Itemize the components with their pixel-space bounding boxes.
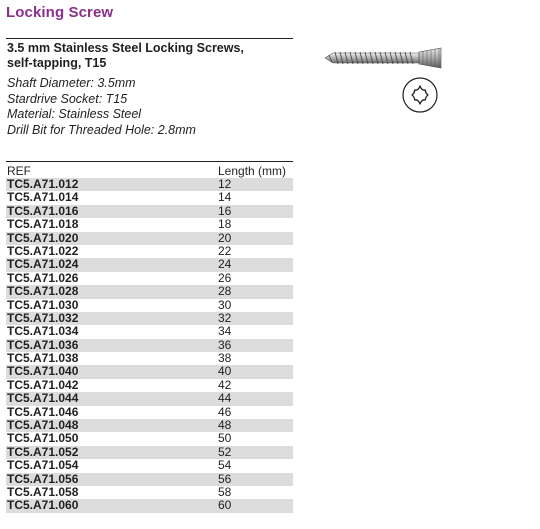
ref-cell: TC5.A71.012 [7,177,79,191]
length-cell: 40 [218,364,232,379]
length-cell: 16 [218,203,232,218]
table-row [6,285,293,298]
length-cell: 60 [218,498,232,513]
table-row [6,232,293,245]
table-row [6,486,293,499]
divider [6,38,293,39]
table-row [6,432,293,445]
ref-cell: TC5.A71.052 [7,444,79,459]
screw-illustration [323,44,443,72]
table-row [6,205,293,218]
length-cell: 24 [218,257,232,272]
ref-cell: TC5.A71.050 [7,431,79,446]
table-row [6,379,293,392]
table-row [6,218,293,231]
length-cell: 56 [218,471,232,486]
ref-cell: TC5.A71.028 [7,284,79,299]
ref-cell: TC5.A71.032 [7,310,79,325]
product-heading-line1: 3.5 mm Stainless Steel Locking Screws, [7,41,244,55]
spec-material: Material: Stainless Steel [7,107,142,121]
length-cell: 28 [218,284,232,299]
column-header-length: Length (mm) [218,164,287,178]
length-cell: 34 [218,324,232,339]
table-row [6,325,293,338]
ref-cell: TC5.A71.048 [7,418,79,433]
length-cell: 52 [218,444,232,459]
length-cell: 30 [218,297,232,312]
ref-cell: TC5.A71.046 [7,404,79,419]
table-row [6,339,293,352]
length-cell: 22 [218,243,232,258]
length-cell: 36 [218,337,232,352]
table-row [6,446,293,459]
ref-cell: TC5.A71.018 [7,217,79,232]
product-heading-line2: self-tapping, T15 [7,56,107,70]
table-row [6,392,293,405]
ref-cell: TC5.A71.030 [7,297,79,312]
table-row [6,406,293,419]
length-cell: 12 [218,177,232,191]
ref-cell: TC5.A71.056 [7,471,79,486]
length-cell: 50 [218,431,232,446]
ref-cell: TC5.A71.026 [7,270,79,285]
table-row [6,352,293,365]
stardrive-socket-icon [401,76,439,114]
length-cell: 14 [218,190,232,205]
product-heading [7,41,297,71]
spec-drill-bit: Drill Bit for Threaded Hole: 2.8mm [7,122,196,137]
column-header-ref: REF [7,164,31,178]
length-cell: 26 [218,270,232,285]
ref-cell: TC5.A71.036 [7,337,79,352]
ref-cell: TC5.A71.034 [7,324,79,339]
length-cell: 20 [218,230,232,245]
length-cell: 46 [218,404,232,419]
table-row [6,245,293,258]
length-cell: 44 [218,391,232,406]
ref-cell: TC5.A71.044 [7,391,79,406]
ref-cell: TC5.A71.020 [7,230,79,245]
ref-cell: TC5.A71.058 [7,484,79,499]
ref-cell: TC5.A71.022 [7,243,79,258]
table-header [6,163,293,178]
length-cell: 54 [218,458,232,473]
table-row [6,191,293,204]
ref-cell: TC5.A71.042 [7,377,79,392]
page-title: Locking Screw [6,4,114,21]
spec-list [7,76,196,138]
ref-cell: TC5.A71.016 [7,203,79,218]
ref-cell: TC5.A71.054 [7,458,79,473]
table-row [6,258,293,271]
table-row [6,473,293,486]
ref-cell: TC5.A71.040 [7,364,79,379]
length-cell: 42 [218,377,232,392]
table-row [6,499,293,512]
length-cell: 18 [218,217,232,232]
table-row [6,272,293,285]
ref-cell: TC5.A71.014 [7,190,79,205]
table-row [6,419,293,432]
length-cell: 38 [218,351,232,366]
table-row [6,178,293,191]
spec-shaft-diameter: Shaft Diameter: 3.5mm [7,76,136,90]
ref-cell: TC5.A71.038 [7,351,79,366]
table-row [6,459,293,472]
length-cell: 32 [218,310,232,325]
ref-cell: TC5.A71.060 [7,498,79,513]
ref-table [6,163,293,513]
table-row [6,365,293,378]
table-body [6,178,293,513]
table-row [6,312,293,325]
spec-socket: Stardrive Socket: T15 [7,91,128,106]
length-cell: 48 [218,418,232,433]
table-row [6,299,293,312]
length-cell: 58 [218,484,232,499]
ref-cell: TC5.A71.024 [7,257,79,272]
table-divider [6,161,293,162]
